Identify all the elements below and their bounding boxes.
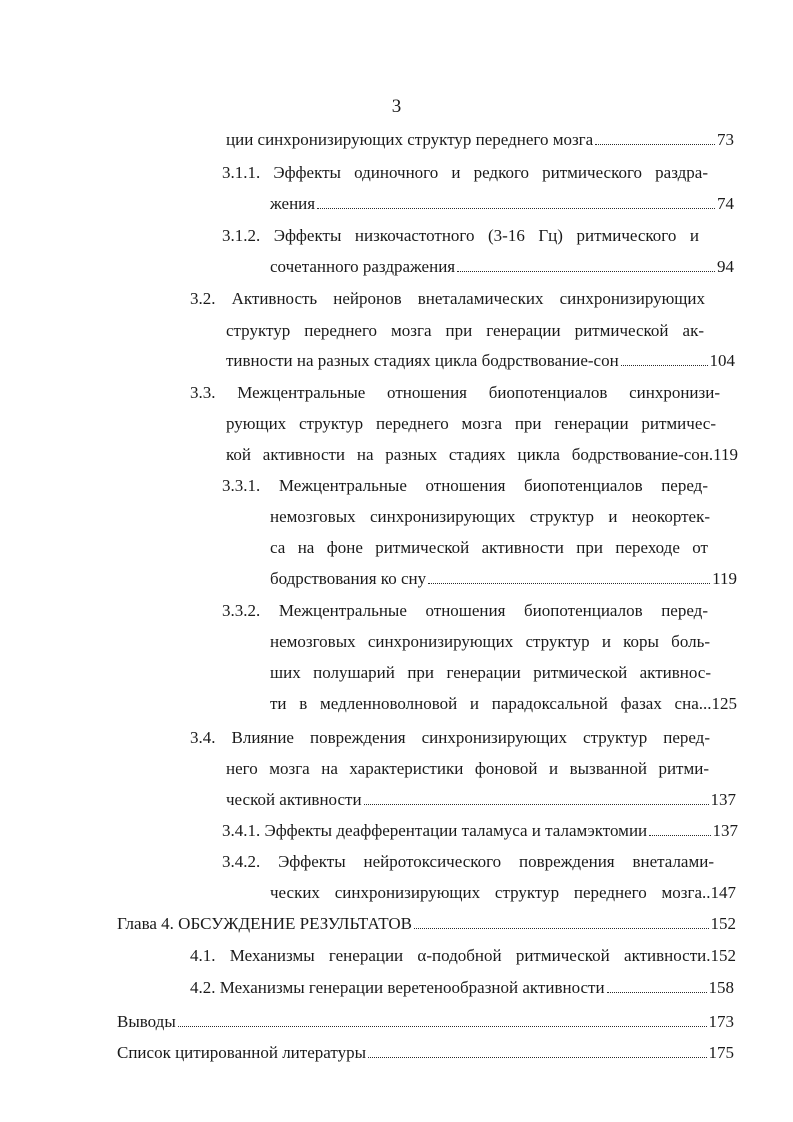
toc-entry: структур переднего мозга при генерации ритмической ак- [226, 321, 704, 340]
toc-entry: Список цитированной литературы 175 [117, 1043, 734, 1062]
toc-entry: ти в медленноволновой и парадоксальной фазах сна...125 [270, 694, 737, 713]
toc-entry: ции синхронизирующих структур переднего мозга 73 [226, 130, 734, 149]
toc-entry: 3.4. Влияние повреждения синхронизирующих структур перед- [190, 728, 710, 747]
page-number: 3 [391, 96, 402, 117]
toc-entry: Выводы 173 [117, 1012, 734, 1031]
toc-entry: 3.4.2. Эффекты нейротоксического повреждения внеталами- [222, 852, 714, 871]
toc-entry: рующих структур переднего мозга при генерации ритмичес- [226, 414, 716, 433]
toc-entry: 4.1. Механизмы генерации α-подобной ритмической активности.152 [190, 946, 736, 965]
toc-entry: него мозга на характеристики фоновой и вызванной ритми- [226, 759, 709, 778]
toc-entry: ческих синхронизирующих структур переднего мозга..147 [270, 883, 736, 902]
toc-entry: 3.1.2. Эффекты низкочастотного (3-16 Гц) ритмического и [222, 226, 699, 245]
toc-entry: 3.3.2. Межцентральные отношения биопотенциалов перед- [222, 601, 708, 620]
toc-entry: са на фоне ритмической активности при переходе от [270, 538, 708, 557]
toc-entry: кой активности на разных стадиях цикла бодрствование-сон.119 [226, 445, 738, 464]
toc-entry: немозговых синхронизирующих структур и коры боль- [270, 632, 710, 651]
toc-entry: немозговых синхронизирующих структур и неокортек- [270, 507, 710, 526]
toc-entry: 3.4.1. Эффекты деафферентации таламуса и таламэктомии 137 [222, 821, 738, 840]
toc-entry: 3.2. Активность нейронов внеталамических синхронизирующих [190, 289, 705, 308]
toc-entry: 4.2. Механизмы генерации веретенообразной активности 158 [190, 978, 734, 997]
toc-entry: сочетанного раздражения 94 [270, 257, 734, 276]
toc-entry: бодрствования ко сну 119 [270, 569, 737, 588]
toc-entry: ческой активности 137 [226, 790, 736, 809]
toc-entry: Глава 4. ОБСУЖДЕНИЕ РЕЗУЛЬТАТОВ 152 [117, 914, 736, 933]
toc-entry: 3.3. Межцентральные отношения биопотенциалов синхронизи- [190, 383, 720, 402]
toc-entry: тивности на разных стадиях цикла бодрствование-сон 104 [226, 351, 735, 370]
toc-entry: ших полушарий при генерации ритмической активнос- [270, 663, 711, 682]
toc-entry: 3.3.1. Межцентральные отношения биопотенциалов перед- [222, 476, 708, 495]
toc-entry: 3.1.1. Эффекты одиночного и редкого ритмического раздра- [222, 163, 708, 182]
toc-entry: жения 74 [270, 194, 734, 213]
